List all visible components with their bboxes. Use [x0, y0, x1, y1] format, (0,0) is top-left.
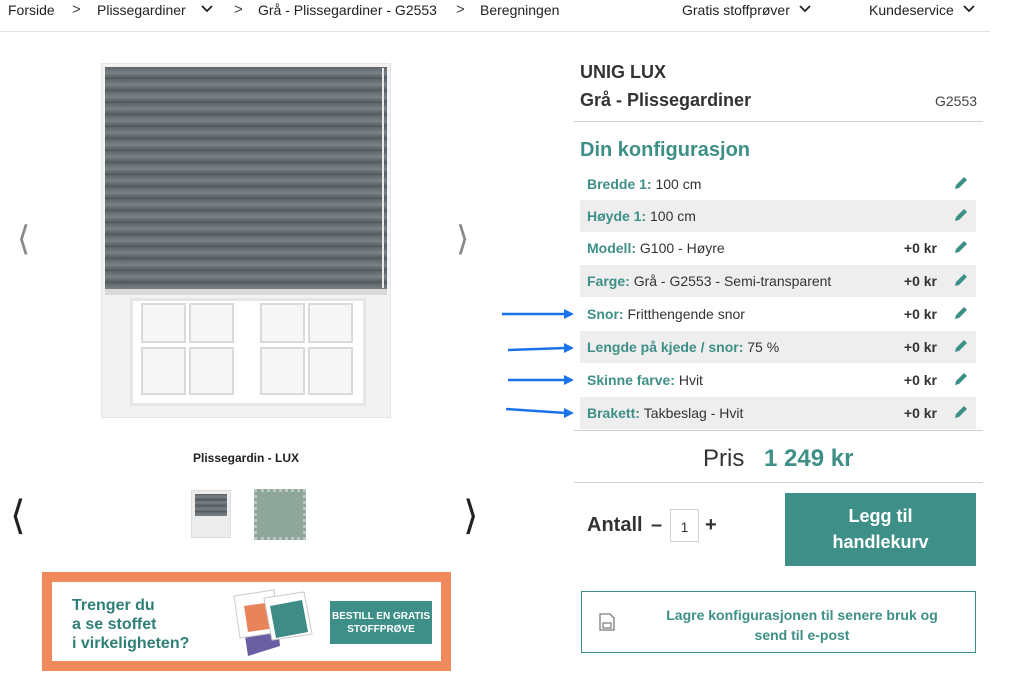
breadcrumb-plissegardiner[interactable]: Plissegardiner	[97, 2, 186, 18]
quantity-increment-button[interactable]: +	[705, 514, 717, 536]
save-configuration-button[interactable]: Lagre konfigurasjonen til senere bruk og send til e-post	[581, 591, 976, 653]
pleated-blind-fabric	[105, 67, 387, 291]
config-row-bracket: Brakett: Takbeslag - Hvit +0 kr	[580, 397, 976, 429]
config-row-model: Modell: G100 - Høyre +0 kr	[580, 232, 976, 264]
edit-pencil-icon[interactable]	[952, 238, 970, 256]
order-sample-button[interactable]: BESTILL EN GRATIS STOFFPRØVE	[330, 601, 432, 644]
quantity-label: Antall	[587, 514, 643, 536]
window-pane	[308, 303, 353, 343]
customer-service-menu[interactable]: Kundeservice	[869, 2, 954, 18]
blind-cord	[382, 68, 384, 288]
divider	[574, 121, 983, 122]
window-pane	[308, 347, 353, 395]
thumbnail-prev-arrow[interactable]: ⟨	[10, 493, 26, 539]
breadcrumb-separator: >	[456, 1, 465, 18]
breadcrumb-current: Beregningen	[480, 2, 560, 18]
price-label: Pris	[703, 445, 745, 472]
edit-pencil-icon[interactable]	[952, 174, 970, 192]
product-brand: UNIG LUX	[580, 62, 667, 82]
product-name: Grå - Plissegardiner	[580, 90, 752, 110]
breadcrumb-product[interactable]: Grå - Plissegardiner - G2553	[258, 2, 437, 18]
chevron-down-icon[interactable]	[200, 1, 214, 18]
product-image	[101, 63, 391, 418]
window-pane	[189, 303, 234, 343]
window-pane	[260, 303, 305, 343]
chevron-down-icon[interactable]	[962, 1, 976, 18]
window-pane	[260, 347, 305, 395]
divider	[574, 430, 983, 431]
blind-bottom-rail	[105, 289, 387, 295]
fabric-sample-promo-banner[interactable]	[42, 572, 451, 671]
promo-headline: Trenger du a se stoffet i virkeligheten?	[72, 597, 190, 652]
quantity-input[interactable]: 1	[670, 509, 699, 542]
thumbnail-fabric[interactable]	[254, 489, 306, 540]
annotation-arrows	[500, 305, 580, 421]
breadcrumb-forside[interactable]: Forside	[8, 2, 55, 18]
price-value: 1 249 kr	[764, 445, 854, 472]
config-row-cord: Snor: Fritthengende snor +0 kr	[580, 298, 976, 330]
config-title: Din konfigurasjon	[580, 139, 750, 161]
quantity-decrement-button[interactable]: –	[651, 514, 663, 536]
breadcrumb-separator: >	[72, 1, 81, 18]
add-to-cart-button[interactable]: Legg til handlekurv	[785, 493, 976, 566]
thumbnail-next-arrow[interactable]: ⟩	[463, 493, 479, 539]
edit-pencil-icon[interactable]	[952, 337, 970, 355]
edit-pencil-icon[interactable]	[952, 370, 970, 388]
config-row-width: Bredde 1: 100 cm	[580, 168, 976, 200]
window-frame	[130, 298, 366, 406]
gallery-prev-arrow[interactable]: ⟨	[17, 219, 31, 259]
free-samples-menu[interactable]: Gratis stoffprøver	[682, 2, 790, 18]
config-row-height: Høyde 1: 100 cm	[580, 200, 976, 232]
config-row-color: Farge: Grå - G2553 - Semi-transparent +0 kr	[580, 265, 976, 297]
edit-pencil-icon[interactable]	[952, 403, 970, 421]
window-pane	[189, 347, 234, 395]
save-icon	[597, 612, 617, 632]
fabric-sample-cards-icon	[214, 586, 326, 658]
config-row-rail-color: Skinne farve: Hvit +0 kr	[580, 364, 976, 396]
image-caption: Plissegardin - LUX	[192, 451, 300, 465]
edit-pencil-icon[interactable]	[952, 304, 970, 322]
window-pane	[141, 347, 186, 395]
edit-pencil-icon[interactable]	[952, 206, 970, 224]
product-sku: G2553	[935, 93, 978, 109]
top-navigation	[0, 0, 990, 32]
divider	[574, 482, 983, 483]
window-pane	[141, 303, 186, 343]
edit-pencil-icon[interactable]	[952, 271, 970, 289]
gallery-next-arrow[interactable]: ⟩	[456, 219, 470, 259]
chevron-down-icon[interactable]	[798, 1, 812, 18]
config-row-cord-length: Lengde på kjede / snor: 75 % +0 kr	[580, 331, 976, 363]
breadcrumb-separator: >	[234, 1, 243, 18]
thumbnail-blind[interactable]	[191, 490, 231, 538]
